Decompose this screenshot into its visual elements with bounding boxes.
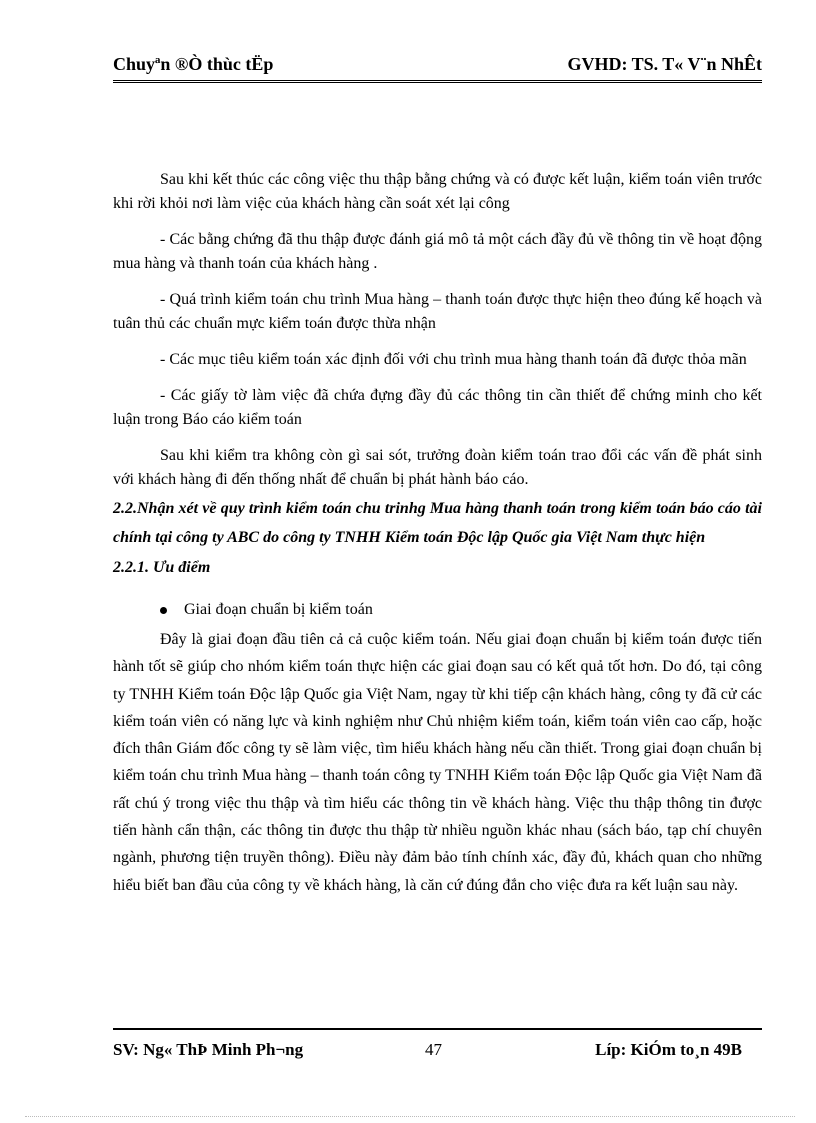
dash-item-working-papers: - Các giấy tờ làm việc đã chứa đựng đầy đủ các thông tin cần thiết để chứng minh cho kết luận trong Báo cáo kiểm toán: [113, 387, 762, 428]
bullet-dot-icon: [160, 607, 167, 614]
footer-class: Líp: KiÓm to¸n 49B: [595, 1040, 742, 1059]
dash-item-objectives: - Các mục tiêu kiểm toán xác định đối với chu trình mua hàng thanh toán đã được thỏa mãn: [160, 351, 747, 368]
footer-student: SV: Ng« ThÞ Minh Ph¬ng: [113, 1040, 304, 1059]
page-footer: [113, 1028, 762, 1070]
subsection-heading: 2.2.1. Ưu điểm: [113, 559, 211, 576]
section-heading: 2.2.Nhận xét về quy trình kiểm toán chu trinhg Mua hàng thanh toán trong kiểm toán báo cáo tài chính tại công ty ABC do công ty TNHH Kiểm toán Độc lập Quốc gia Việt Nam thực hiện: [113, 500, 762, 546]
header-supervisor: GVHD: TS. T« V¨n NhÊt: [567, 54, 762, 74]
paragraph-discussion: Sau khi kiểm tra không còn gì sai sót, trưởng đoàn kiểm toán trao đổi các vấn đề phát sinh với khách hàng đi đến thống nhất để chuẩn bị phát hành báo cáo.: [113, 447, 762, 488]
page-number: 47: [425, 1040, 442, 1059]
page-content: [113, 168, 762, 899]
dash-item-process: - Quá trình kiểm toán chu trình Mua hàng – thanh toán được thực hiện theo đúng kế hoạch và tuân thủ các chuẩn mực kiểm toán được thừa nhận: [113, 291, 762, 332]
dash-item-evidence: - Các bằng chứng đã thu thập được đánh giá mô tả một cách đầy đủ về thông tin về hoạt động mua hàng và thanh toán của khách hàng .: [113, 231, 762, 272]
paragraph-intro: Sau khi kết thúc các công việc thu thập bằng chứng và có được kết luận, kiểm toán viên trước khi rời khỏi nơi làm việc của khách hàng cần soát xét lại công: [113, 171, 762, 212]
header-title: Chuyªn ®Ò thùc tËp: [113, 54, 274, 74]
page-header: [113, 50, 762, 83]
page-edge-divider: [25, 1116, 795, 1117]
bullet-text: Giai đoạn chuẩn bị kiểm toán: [184, 601, 373, 618]
paragraph-planning: Đây là giai đoạn đầu tiên cả cả cuộc kiểm toán. Nếu giai đoạn chuẩn bị kiểm toán được tiến hành tốt sẽ giúp cho nhóm kiểm toán thực hiện các giai đoạn sau có kết quả tốt hơn. Do đó, tại công ty TNHH Kiểm toán Độc lập Quốc gia Việt Nam, ngay từ khi tiếp cận khách hàng, công ty đã cử các kiểm toán viên có năng lực và kinh nghiệm như Chủ nhiệm kiểm toán, kiểm toán viên cao cấp, hoặc đích thân Giám đốc công ty sẽ làm việc, tìm hiểu khách hàng nếu cần thiết. Trong giai đoạn chuẩn bị kiểm toán chu trình Mua hàng – thanh toán công ty TNHH Kiểm toán Độc lập Quốc gia Việt Nam đã rất chú ý trong việc thu thập và tìm hiểu các thông tin về khách hàng. Việc thu thập thông tin được tiến hành cẩn thận, các thông tin được thu thập từ nhiều nguồn khác nhau (sách báo, tạp chí chuyên ngành, phương tiện truyền thông). Điều này đảm bảo tính chính xác, đầy đủ, khách quan cho những hiểu biết ban đầu của công ty về khách hàng, là căn cứ đúng đắn cho việc đưa ra kết luận sau này.: [113, 631, 762, 894]
bullet-item: [113, 598, 762, 622]
